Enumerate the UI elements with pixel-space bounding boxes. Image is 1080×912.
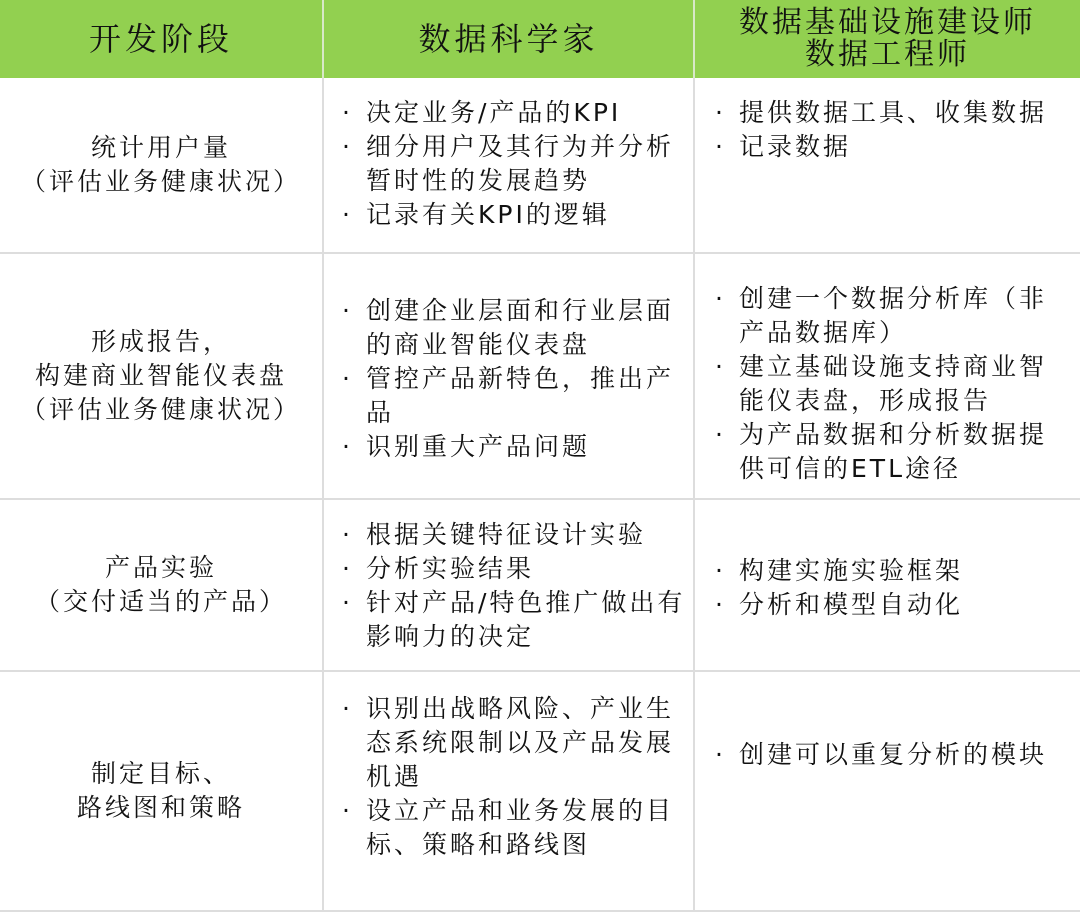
stage-line: 制定目标、: [90, 759, 231, 788]
stage-cell: [0, 78, 324, 254]
stage-line: 形成报告，: [90, 327, 231, 356]
list-item: · 管控产品新特色，推出产品: [336, 362, 687, 430]
list-item: · 构建实施实验框架: [709, 554, 1074, 588]
list-item: · 识别重大产品问题: [336, 430, 687, 464]
list-item: · 细分用户及其行为并分析暂时性的发展趋势: [336, 130, 687, 198]
stage-cell: [0, 254, 324, 500]
stage-cell: [0, 672, 324, 912]
stage-line: （交付适当的产品）: [34, 587, 287, 616]
list-item: · 提供数据工具、收集数据: [709, 96, 1074, 130]
header-stage: 开发阶段: [0, 0, 324, 78]
engineer-cell: [695, 500, 1080, 672]
scientist-list: [336, 96, 687, 232]
stage-line: 构建商业智能仪表盘: [34, 361, 287, 390]
list-item: · 分析和模型自动化: [709, 588, 1074, 622]
header-engineer-line2: 数据工程师: [805, 37, 970, 72]
stage-line: 产品实验: [104, 553, 217, 582]
engineer-list: [709, 96, 1074, 164]
list-item: · 记录数据: [709, 130, 1074, 164]
header-engineer: [695, 0, 1080, 78]
stage-line: （评估业务健康状况）: [20, 395, 301, 424]
list-item: · 为产品数据和分析数据提供可信的ETL途径: [709, 418, 1074, 486]
engineer-cell: [695, 254, 1080, 500]
list-item: · 创建一个数据分析库（非产品数据库）: [709, 282, 1074, 350]
list-item: · 识别出战略风险、产业生态系统限制以及产品发展机遇: [336, 692, 687, 794]
header-scientist: 数据科学家: [324, 0, 695, 78]
list-item: · 设立产品和业务发展的目标、策略和路线图: [336, 794, 687, 862]
stage-line: 路线图和策略: [76, 793, 245, 822]
stage-line: 统计用户量: [90, 133, 231, 162]
scientist-cell: [324, 500, 695, 672]
list-item: · 分析实验结果: [336, 552, 687, 586]
scientist-cell: [324, 672, 695, 912]
list-item: · 建立基础设施支持商业智能仪表盘，形成报告: [709, 350, 1074, 418]
stage-cell: [0, 500, 324, 672]
list-item: · 决定业务/产品的KPI: [336, 96, 687, 130]
scientist-list: [336, 692, 687, 862]
list-item: · 针对产品/特色推广做出有影响力的决定: [336, 586, 687, 654]
engineer-list: [709, 738, 1074, 772]
scientist-list: [336, 518, 687, 654]
engineer-list: [709, 554, 1074, 622]
engineer-list: [709, 282, 1074, 486]
list-item: · 创建企业层面和行业层面的商业智能仪表盘: [336, 294, 687, 362]
list-item: · 创建可以重复分析的模块: [709, 738, 1074, 772]
header-engineer-line1: 数据基础设施建设师: [739, 5, 1036, 40]
scientist-list: [336, 294, 687, 464]
engineer-cell: [695, 78, 1080, 254]
list-item: · 记录有关KPI的逻辑: [336, 198, 687, 232]
engineer-cell: [695, 672, 1080, 912]
stage-line: （评估业务健康状况）: [20, 167, 301, 196]
scientist-cell: [324, 78, 695, 254]
scientist-cell: [324, 254, 695, 500]
list-item: · 根据关键特征设计实验: [336, 518, 687, 552]
